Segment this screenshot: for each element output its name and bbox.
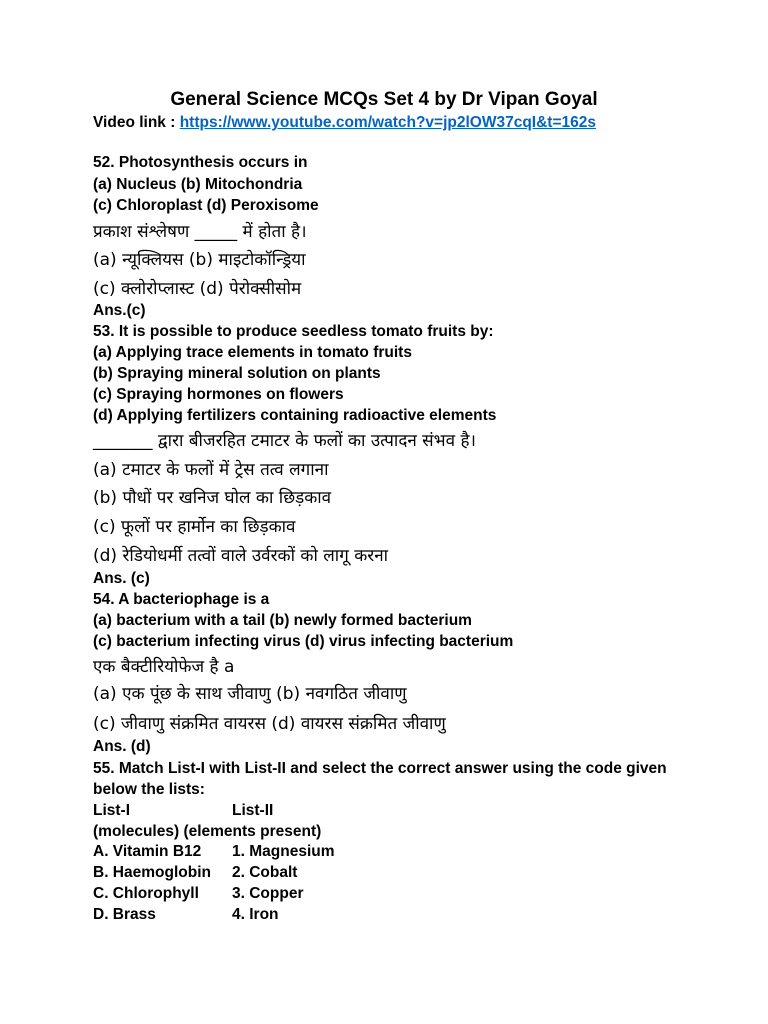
question-52-option-line: (c) Chloroplast (d) Peroxisome [93,197,319,214]
question-54-answer: Ans. (d) [93,738,151,755]
question-52-text: 52. Photosynthesis occurs in [93,154,308,171]
question-54-text: 54. A bacteriophage is a [93,591,270,608]
list-ii-item: 2. Cobalt [232,864,298,881]
list-i-item: B. Haemoglobin [93,864,211,881]
document-title: General Science MCQs Set 4 by Dr Vipan Goyal [170,89,598,110]
list-ii-header: List-II [232,802,274,819]
list-i-item: D. Brass [93,906,156,923]
list-ii-item: 4. Iron [232,906,279,923]
match-list-header-row [93,800,274,821]
list-ii-item: 1. Magnesium [232,843,335,860]
video-link-line [93,112,596,133]
question-52-hindi-option-line: (a) न्यूक्लियस (b) माइटोकॉन्ड्रिया [93,250,306,270]
question-53-hindi-option-line: (a) टमाटर के फलों में ट्रेस तत्व लगाना [93,460,329,480]
list-i-item: A. Vitamin B12 [93,843,202,860]
question-53-answer: Ans. (c) [93,570,150,587]
list-ii-item: 3. Copper [232,885,304,902]
question-54-hindi-text: एक बैक्टीरियोफेज है a [93,657,235,677]
match-list-row [93,904,279,925]
question-55-text-continued: below the lists: [93,781,205,798]
video-link[interactable]: https://www.youtube.com/watch?v=jp2lOW37cqI&t=162s [179,114,596,131]
match-list-row [93,841,335,862]
question-54-option-line: (a) bacterium with a tail (b) newly formed bacterium [93,612,472,629]
question-54-hindi-option-line: (c) जीवाणु संक्रमित वायरस (d) वायरस संक्रमित जीवाणु [93,714,446,734]
question-53-text: 53. It is possible to produce seedless tomato fruits by: [93,323,494,340]
question-53-option-line: (d) Applying fertilizers containing radioactive elements [93,407,497,424]
match-list-row [93,862,298,883]
video-link-label: Video link : [93,114,180,131]
question-53-hindi-option-line: (d) रेडियोधर्मी तत्वों वाले उर्वरकों को लागू करना [93,546,389,566]
question-52-answer: Ans.(c) [93,302,146,319]
list-i-header: List-I [93,802,131,819]
match-list-row [93,883,304,904]
question-53-hindi-text: _______ द्वारा बीजरहित टमाटर के फलों का उत्पादन संभव है। [93,431,476,451]
question-53-option-line: (a) Applying trace elements in tomato fruits [93,344,412,361]
question-52-option-line: (a) Nucleus (b) Mitochondria [93,176,303,193]
question-52-hindi-text: प्रकाश संश्लेषण _____ में होता है। [93,222,307,242]
question-53-hindi-option-line: (c) फूलों पर हार्मोन का छिड़काव [93,517,296,537]
question-53-hindi-option-line: (b) पौधों पर खनिज घोल का छिड़काव [93,488,332,508]
match-list-subheader: (molecules) (elements present) [93,823,322,840]
question-54-hindi-option-line: (a) एक पूंछ के साथ जीवाणु (b) नवगठित जीवाणु [93,684,407,704]
list-i-item: C. Chlorophyll [93,885,199,902]
question-52-hindi-option-line: (c) क्लोरोप्लास्ट (d) पेरोक्सीसोम [93,279,302,299]
question-53-option-line: (b) Spraying mineral solution on plants [93,365,381,382]
question-53-option-line: (c) Spraying hormones on flowers [93,386,344,403]
question-55-text: 55. Match List-I with List-II and select the correct answer using the code given [93,760,667,777]
question-54-option-line: (c) bacterium infecting virus (d) virus infecting bacterium [93,633,514,650]
